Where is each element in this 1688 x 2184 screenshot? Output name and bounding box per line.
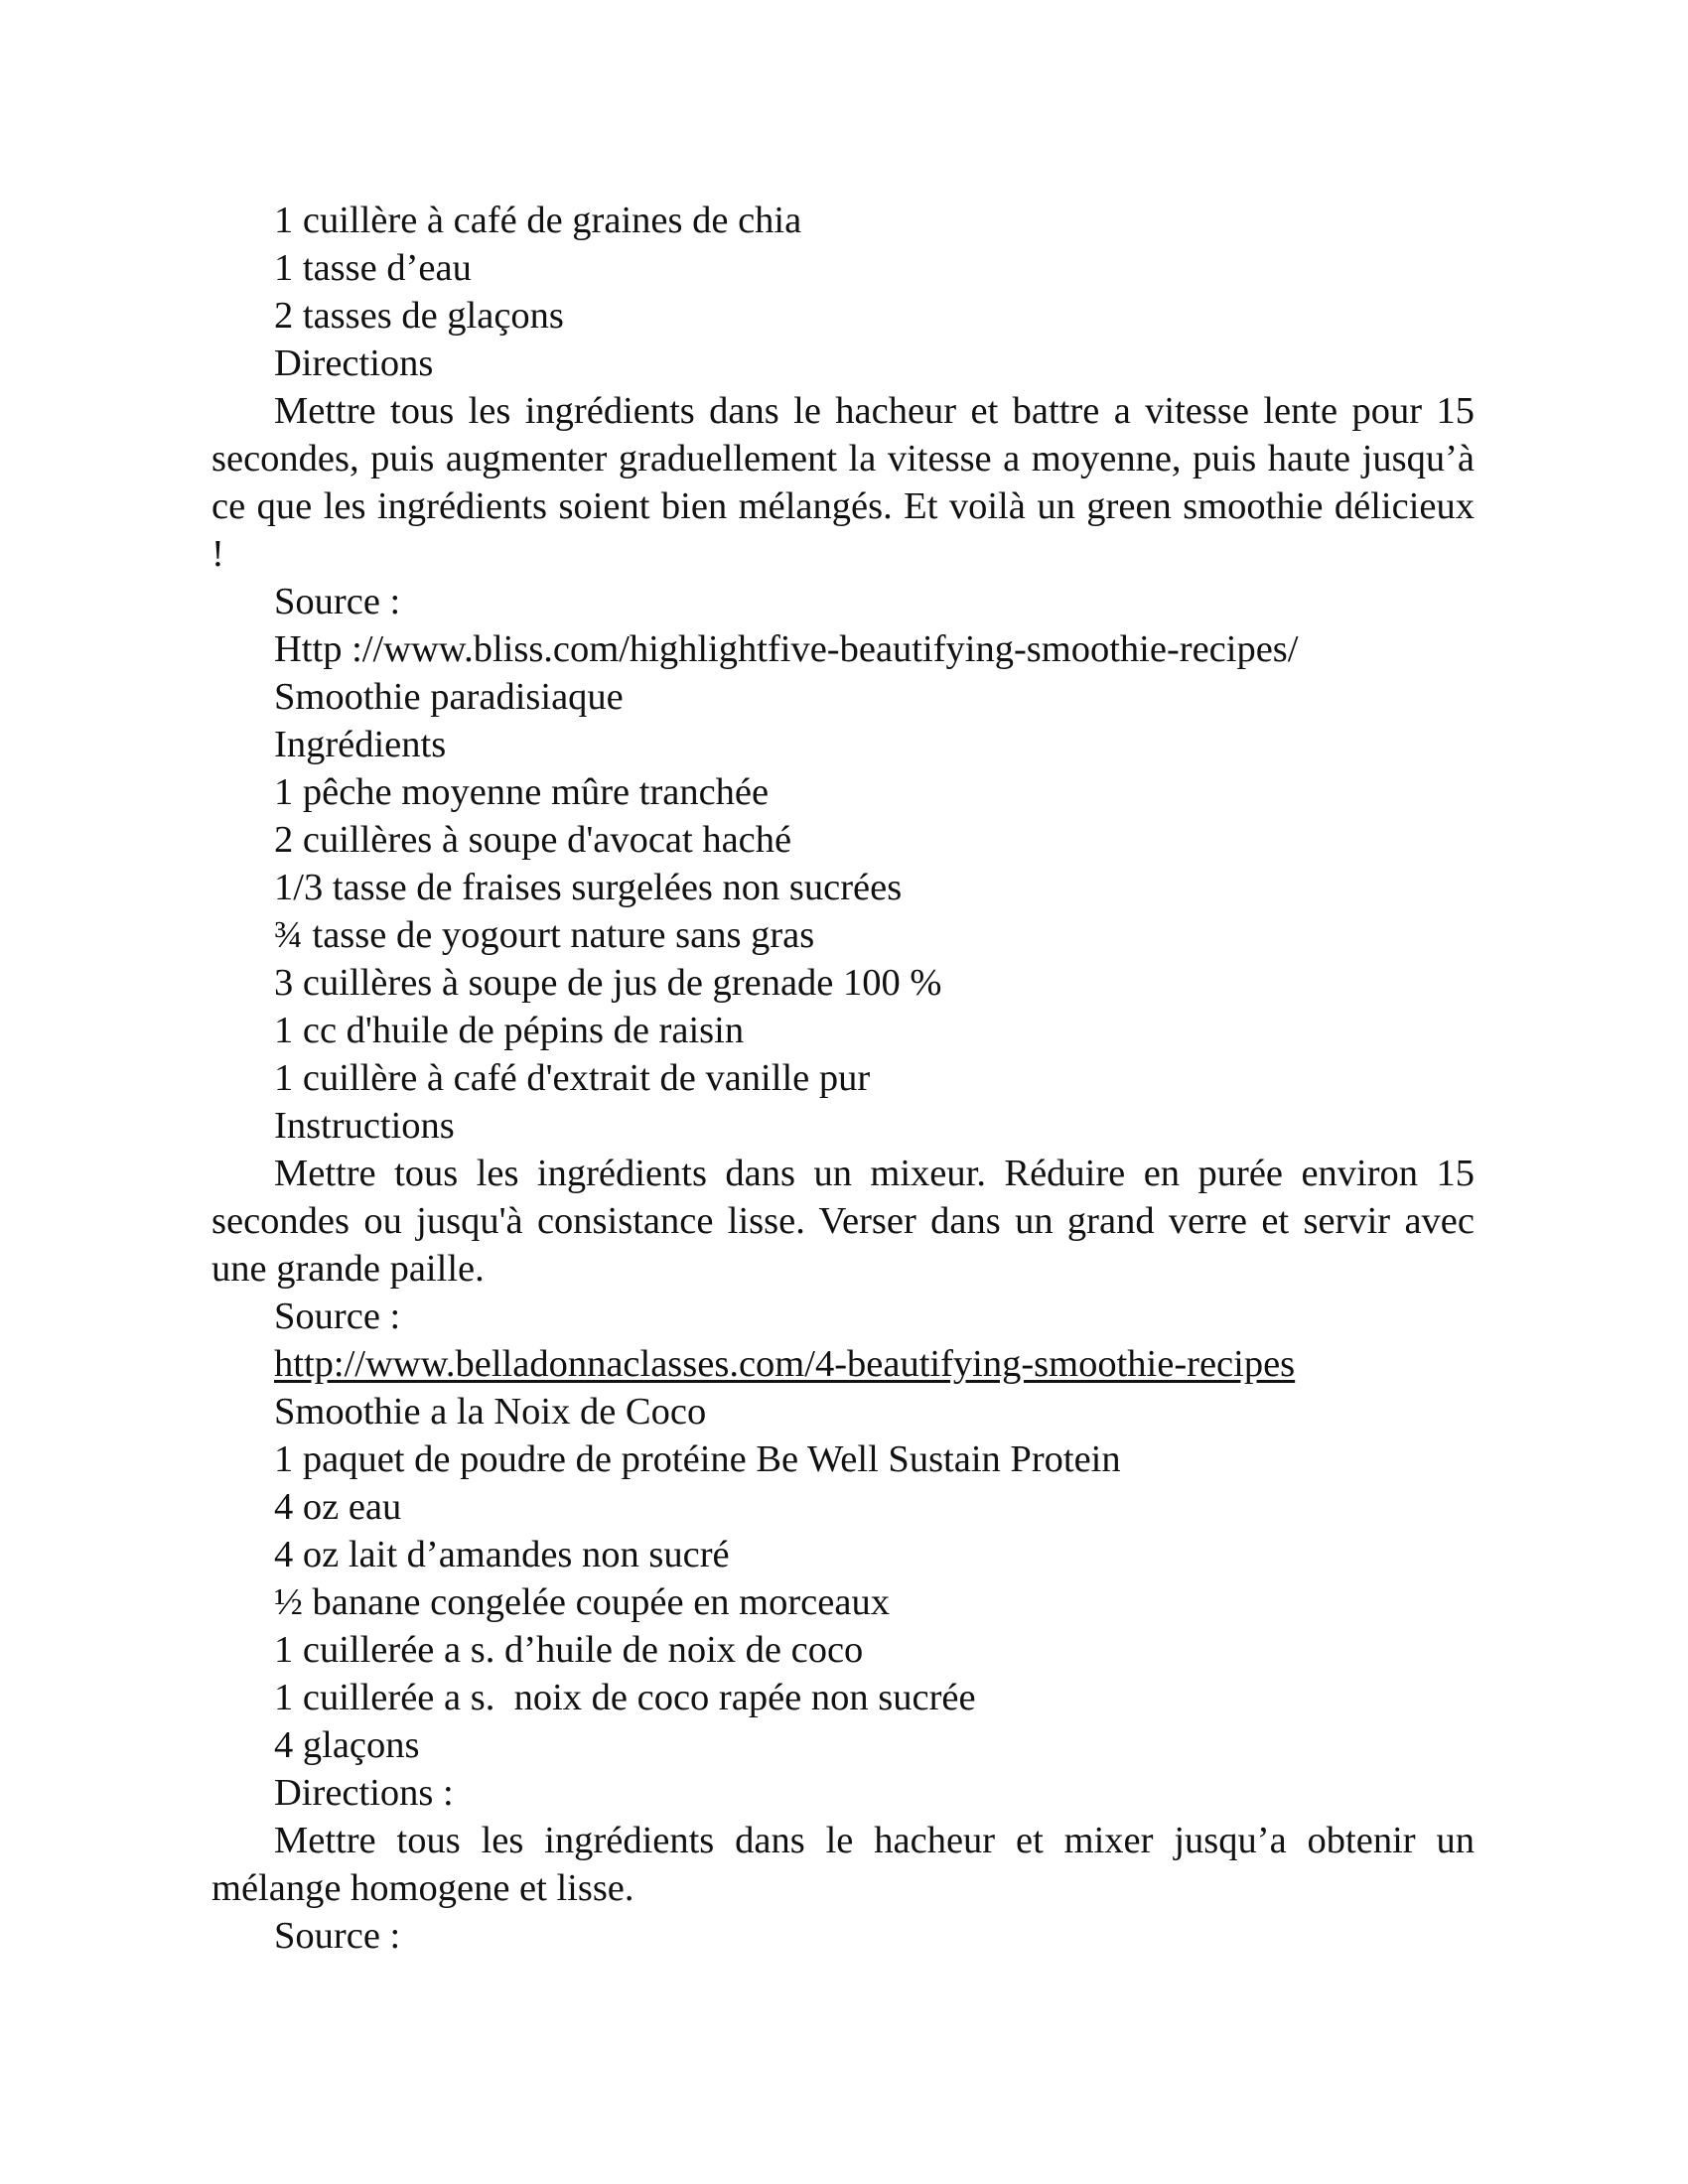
directions-heading: Directions: [274, 342, 434, 384]
ingredients-heading: Ingrédients: [274, 724, 447, 765]
instructions-paragraph: Mettre tous les ingrédients dans un mixeur. Réduire en purée environ 15 secondes ou jusqu'à consistance lisse. Verser dans un grand verre et servir avec une grande paille.: [211, 1153, 1475, 1290]
ingredient-line: 1 cuillerée a s. d’huile de noix de coco: [274, 1629, 864, 1671]
ingredient-line: 1 pêche moyenne mûre tranchée: [274, 771, 770, 813]
ingredient-line: 2 tasses de glaçons: [274, 295, 564, 337]
instructions-heading: Instructions: [274, 1105, 455, 1147]
ingredient-line: 1 cuillère à café de graines de chia: [274, 200, 802, 241]
ingredient-line: 4 oz eau: [274, 1486, 402, 1528]
ingredient-line: 4 oz lait d’amandes non sucré: [274, 1534, 730, 1575]
ingredient-line: 1 tasse d’eau: [274, 247, 472, 289]
recipe-title: Smoothie a la Noix de Coco: [274, 1391, 707, 1433]
ingredient-line: 2 cuillères à soupe d'avocat haché: [274, 819, 792, 861]
ingredient-line: 1 paquet de poudre de protéine Be Well Sustain Protein: [274, 1438, 1121, 1480]
source-label: Source :: [274, 1915, 401, 1957]
source-url: Http ://www.bliss.com/highlightfive-beautifying-smoothie-recipes/: [274, 628, 1299, 670]
recipe-title: Smoothie paradisiaque: [274, 676, 624, 718]
ingredient-line: 1 cuillerée a s. noix de coco rapée non sucrée: [274, 1677, 976, 1718]
source-label: Source :: [274, 581, 401, 622]
ingredient-line: 3 cuillères à soupe de jus de grenade 100 %: [274, 962, 942, 1004]
source-link[interactable]: http://www.belladonnaclasses.com/4-beautifying-smoothie-recipes: [274, 1343, 1296, 1385]
directions-paragraph: Mettre tous les ingrédients dans le hacheur et mixer jusqu’a obtenir un mélange homogene et lisse.: [211, 1820, 1475, 1909]
ingredient-line: 1 cuillère à café d'extrait de vanille pur: [274, 1057, 871, 1099]
source-link-row: [211, 1340, 1475, 1388]
ingredient-line: 1 cc d'huile de pépins de raisin: [274, 1010, 745, 1051]
ingredient-line: ¾ tasse de yogourt nature sans gras: [274, 914, 815, 956]
directions-paragraph: Mettre tous les ingrédients dans le hacheur et battre a vitesse lente pour 15 secondes, puis augmenter graduellement la vitesse a moyenne, puis haute jusqu’à ce que les ingrédients soient bien mélangés. Et voilà un green smoothie délicieux !: [211, 390, 1475, 575]
ingredient-line: 4 glaçons: [274, 1724, 420, 1766]
directions-heading: Directions :: [274, 1772, 454, 1814]
ingredient-line: 1/3 tasse de fraises surgelées non sucrées: [274, 867, 903, 908]
ingredient-line: ½ banane congelée coupée en morceaux: [274, 1581, 890, 1623]
document-page: [211, 197, 1475, 1960]
source-label: Source :: [274, 1296, 401, 1337]
